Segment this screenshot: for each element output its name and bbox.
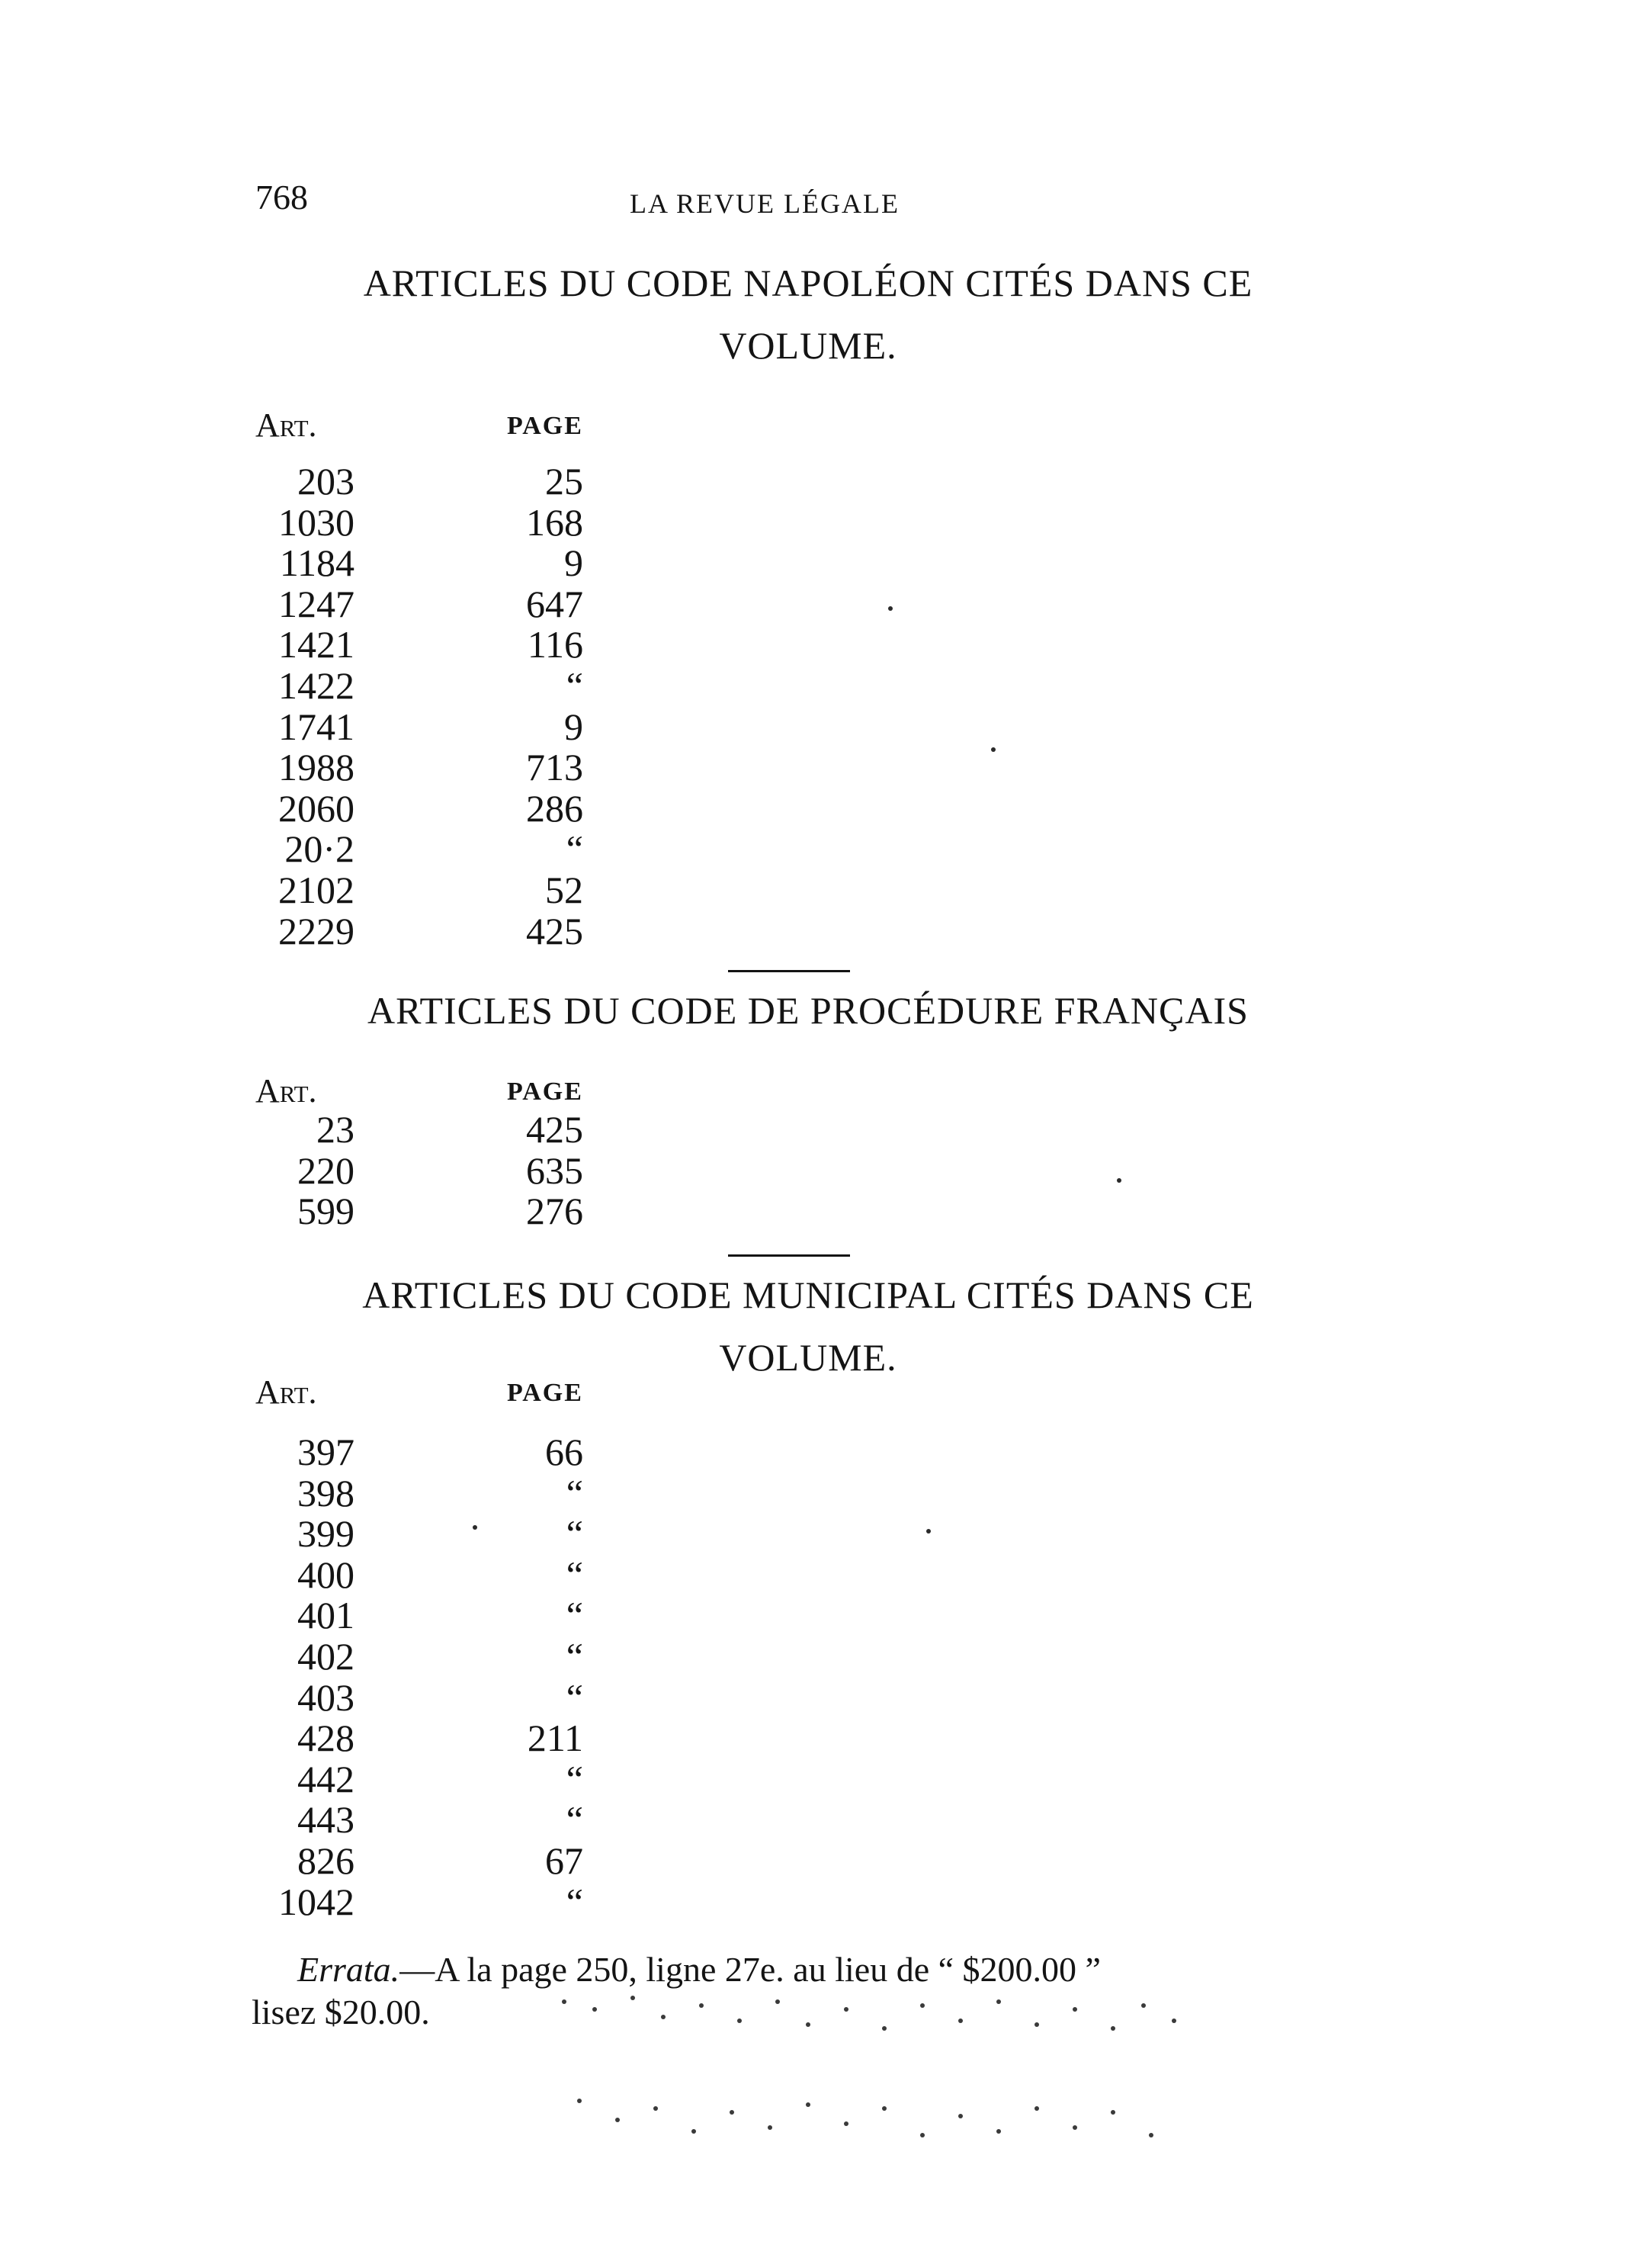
page-ref: “ — [566, 1594, 583, 1637]
page-ref: 25 — [545, 460, 583, 503]
table-row — [248, 1759, 614, 1800]
art-number: 399 — [297, 1512, 354, 1556]
table-row — [248, 1800, 614, 1841]
speck — [473, 1525, 477, 1530]
perforation-stamp — [549, 1986, 1205, 2169]
speck — [926, 1529, 931, 1534]
table-row — [248, 1882, 614, 1923]
errata-text-line1: —A la page 250, ligne 27e. au lieu de “ $200.00 ” — [399, 1950, 1101, 1989]
page-ref: 276 — [526, 1190, 583, 1233]
art-number: 826 — [297, 1839, 354, 1882]
art-number: 443 — [297, 1798, 354, 1842]
art-number: 599 — [297, 1190, 354, 1233]
page-ref: “ — [566, 827, 583, 871]
page-ref: “ — [566, 1798, 583, 1842]
page-ref: “ — [566, 1512, 583, 1556]
art-number: 1042 — [278, 1880, 354, 1923]
page-ref: “ — [566, 1880, 583, 1923]
art-number: 400 — [297, 1553, 354, 1596]
running-head: LA REVUE LÉGALE — [630, 188, 900, 219]
page-ref: “ — [566, 1675, 583, 1719]
page-ref: “ — [566, 663, 583, 707]
art-number: 20·2 — [284, 827, 354, 871]
section-title-line1: ARTICLES DU CODE MUNICIPAL CITÉS DANS CE — [362, 1273, 1254, 1316]
page-number: 768 — [255, 178, 308, 217]
art-number: 1988 — [278, 746, 354, 789]
table-row — [248, 1841, 614, 1882]
art-number: 1247 — [278, 582, 354, 625]
art-number: 402 — [297, 1634, 354, 1678]
art-number: 220 — [297, 1148, 354, 1192]
art-number: 203 — [297, 460, 354, 503]
table-row — [248, 1473, 614, 1514]
art-number: 1422 — [278, 663, 354, 707]
art-number: 1030 — [278, 500, 354, 544]
table-row — [248, 1675, 614, 1719]
page-ref: 9 — [564, 541, 583, 585]
col-header-page: PAGE — [507, 1379, 583, 1407]
section-title — [252, 1264, 1365, 1389]
page-ref: 211 — [527, 1717, 583, 1760]
page-ref: 9 — [564, 705, 583, 748]
art-number: 1421 — [278, 623, 354, 666]
art-number: 23 — [316, 1108, 354, 1151]
page-ref: 635 — [526, 1148, 583, 1192]
errata-line1 — [252, 1948, 1365, 1991]
art-number: 442 — [297, 1757, 354, 1800]
speck — [991, 747, 996, 752]
table-row — [248, 1514, 614, 1555]
section-title-line2: VOLUME. — [719, 324, 897, 367]
page-ref: “ — [566, 1553, 583, 1596]
page-ref: 52 — [545, 868, 583, 911]
rows-code-municipal — [248, 1432, 614, 1922]
page-ref: 116 — [527, 623, 583, 666]
col-header-art: Art. — [255, 406, 317, 444]
errata-text-line2: lisez $20.00. — [252, 1993, 430, 2031]
speck — [1117, 1178, 1121, 1183]
page-ref: 425 — [526, 909, 583, 952]
page-ref: 425 — [526, 1108, 583, 1151]
page-ref: “ — [566, 1471, 583, 1514]
errata-label: Errata. — [297, 1950, 400, 1989]
table-row — [248, 1718, 614, 1759]
table-row — [248, 1555, 614, 1596]
col-header-page: PAGE — [507, 412, 583, 440]
art-number: 2060 — [278, 786, 354, 830]
section-title-line2: VOLUME. — [719, 1336, 897, 1379]
art-number: 2102 — [278, 868, 354, 911]
art-number: 428 — [297, 1717, 354, 1760]
art-number: 2229 — [278, 909, 354, 952]
section-title-line1: ARTICLES DU CODE NAPOLÉON CITÉS DANS CE — [363, 262, 1253, 304]
art-number: 397 — [297, 1431, 354, 1473]
art-number: 403 — [297, 1675, 354, 1719]
art-number: 1184 — [279, 541, 354, 585]
page-ref: 713 — [526, 746, 583, 789]
table-row — [248, 1595, 614, 1636]
page-ref: “ — [566, 1634, 583, 1678]
art-number: 398 — [297, 1471, 354, 1514]
art-number: 1741 — [278, 705, 354, 748]
speck — [888, 606, 893, 611]
col-header-page: PAGE — [507, 1078, 583, 1106]
page-ref: 66 — [545, 1431, 583, 1473]
table-row — [248, 1432, 614, 1473]
col-header-art: Art. — [255, 1373, 317, 1411]
col-header-art: Art. — [255, 1072, 317, 1110]
page-ref: 647 — [526, 582, 583, 625]
page-ref: 168 — [526, 500, 583, 544]
art-number: 401 — [297, 1594, 354, 1637]
page-ref: 67 — [545, 1839, 583, 1882]
page-ref: 286 — [526, 786, 583, 830]
section-title-line1: ARTICLES DU CODE DE PROCÉDURE FRANÇAIS — [367, 989, 1249, 1032]
page-ref: “ — [566, 1757, 583, 1800]
table-row — [248, 1636, 614, 1678]
